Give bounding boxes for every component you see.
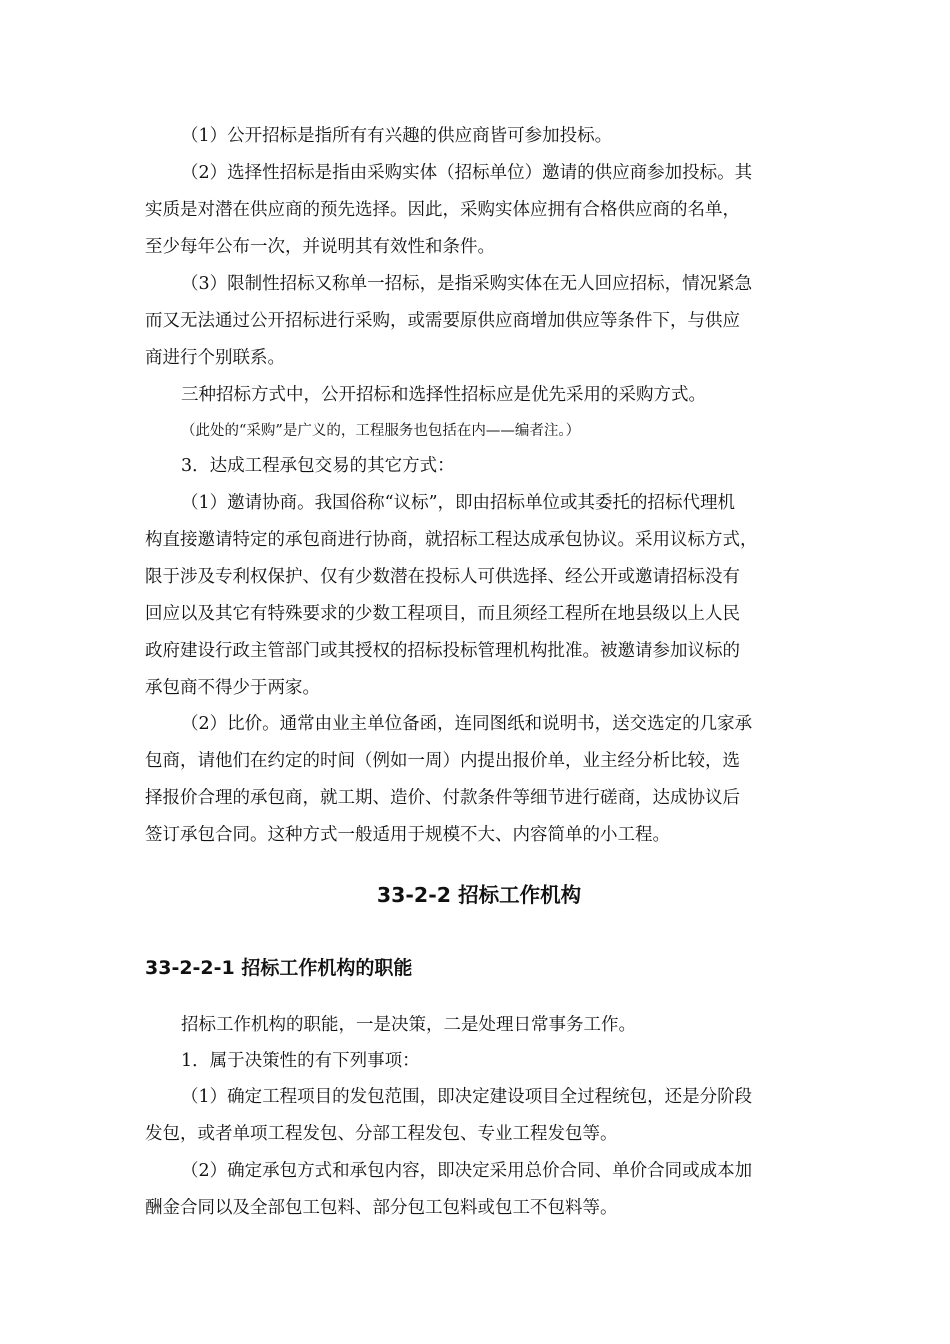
paragraph-open-tender — [145, 118, 849, 155]
text-line: （1）公开招标是指所有有兴趣的供应商皆可参加投标。 — [181, 126, 613, 146]
text-line: 酬金合同以及全部包工包料、部分包工包料或包工不包料等。 — [145, 1198, 618, 1218]
paragraph-selective-tender — [145, 155, 813, 266]
text-line: 承包商不得少于两家。 — [145, 678, 320, 698]
text-line: 商进行个别联系。 — [145, 348, 285, 368]
text-line: （2）确定承包方式和承包内容，即决定采用总价合同、单价合同或成本加 — [181, 1161, 753, 1181]
paragraph-price-comparison — [145, 706, 813, 854]
text-line: 签订承包合同。这种方式一般适用于规模不大、内容简单的小工程。 — [145, 825, 670, 845]
paragraph-summary — [145, 377, 849, 414]
section-heading: 33-2-2 招标工作机构 — [376, 883, 582, 907]
text-line: 构直接邀请特定的承包商进行协商，就招标工程达成承包协议。采用议标方式， — [145, 530, 758, 550]
subsection-heading: 33-2-2-1 招标工作机构的职能 — [145, 957, 413, 979]
text-line: 三种招标方式中，公开招标和选择性招标应是优先采用的采购方式。 — [181, 385, 706, 405]
paragraph-scope — [145, 1079, 813, 1153]
paragraph-functions — [145, 1007, 849, 1044]
text-line: 1．属于决策性的有下列事项： — [181, 1051, 420, 1071]
paragraph-contract-type — [145, 1153, 813, 1227]
paragraph-other-methods-title — [145, 448, 849, 485]
text-line: 择报价合理的承包商，就工期、造价、付款条件等细节进行磋商，达成协议后 — [145, 788, 740, 808]
text-line: （1）确定工程项目的发包范围，即决定建设项目全过程统包，还是分阶段 — [181, 1087, 753, 1107]
text-line: 而又无法通过公开招标进行采购，或需要原供应商增加供应等条件下，与供应 — [145, 311, 740, 331]
text-line: （2）比价。通常由业主单位备函，连同图纸和说明书，送交选定的几家承 — [181, 714, 753, 734]
text-line: （2）选择性招标是指由采购实体（招标单位）邀请的供应商参加投标。其 — [181, 163, 753, 183]
text-line: 政府建设行政主管部门或其授权的招标投标管理机构批准。被邀请参加议标的 — [145, 641, 740, 661]
editor-note: （此处的“采购”是广义的，工程服务也包括在内——编者注。） — [181, 423, 581, 439]
text-line: 至少每年公布一次，并说明其有效性和条件。 — [145, 237, 495, 257]
paragraph-decision-items — [145, 1043, 849, 1080]
text-line: 限于涉及专利权保护、仅有少数潜在投标人可供选择、经公开或邀请招标没有 — [145, 567, 740, 587]
text-line: 招标工作机构的职能，一是决策，二是处理日常事务工作。 — [181, 1015, 636, 1035]
text-line: 回应以及其它有特殊要求的少数工程项目，而且须经工程所在地县级以上人民 — [145, 604, 740, 624]
paragraph-negotiation — [145, 485, 813, 707]
text-line: 3．达成工程承包交易的其它方式： — [181, 456, 455, 476]
text-line: 实质是对潜在供应商的预先选择。因此，采购实体应拥有合格供应商的名单， — [145, 200, 740, 220]
text-line: （1）邀请协商。我国俗称“议标”，即由招标单位或其委托的招标代理机 — [181, 493, 736, 513]
text-line: 包商，请他们在约定的时间（例如一周）内提出报价单，业主经分析比较，选 — [145, 751, 740, 771]
text-line: （3）限制性招标又称单一招标，是指采购实体在无人回应招标，情况紧急 — [181, 274, 753, 294]
paragraph-restricted-tender — [145, 266, 813, 377]
text-line: 发包，或者单项工程发包、分部工程发包、专业工程发包等。 — [145, 1124, 618, 1144]
